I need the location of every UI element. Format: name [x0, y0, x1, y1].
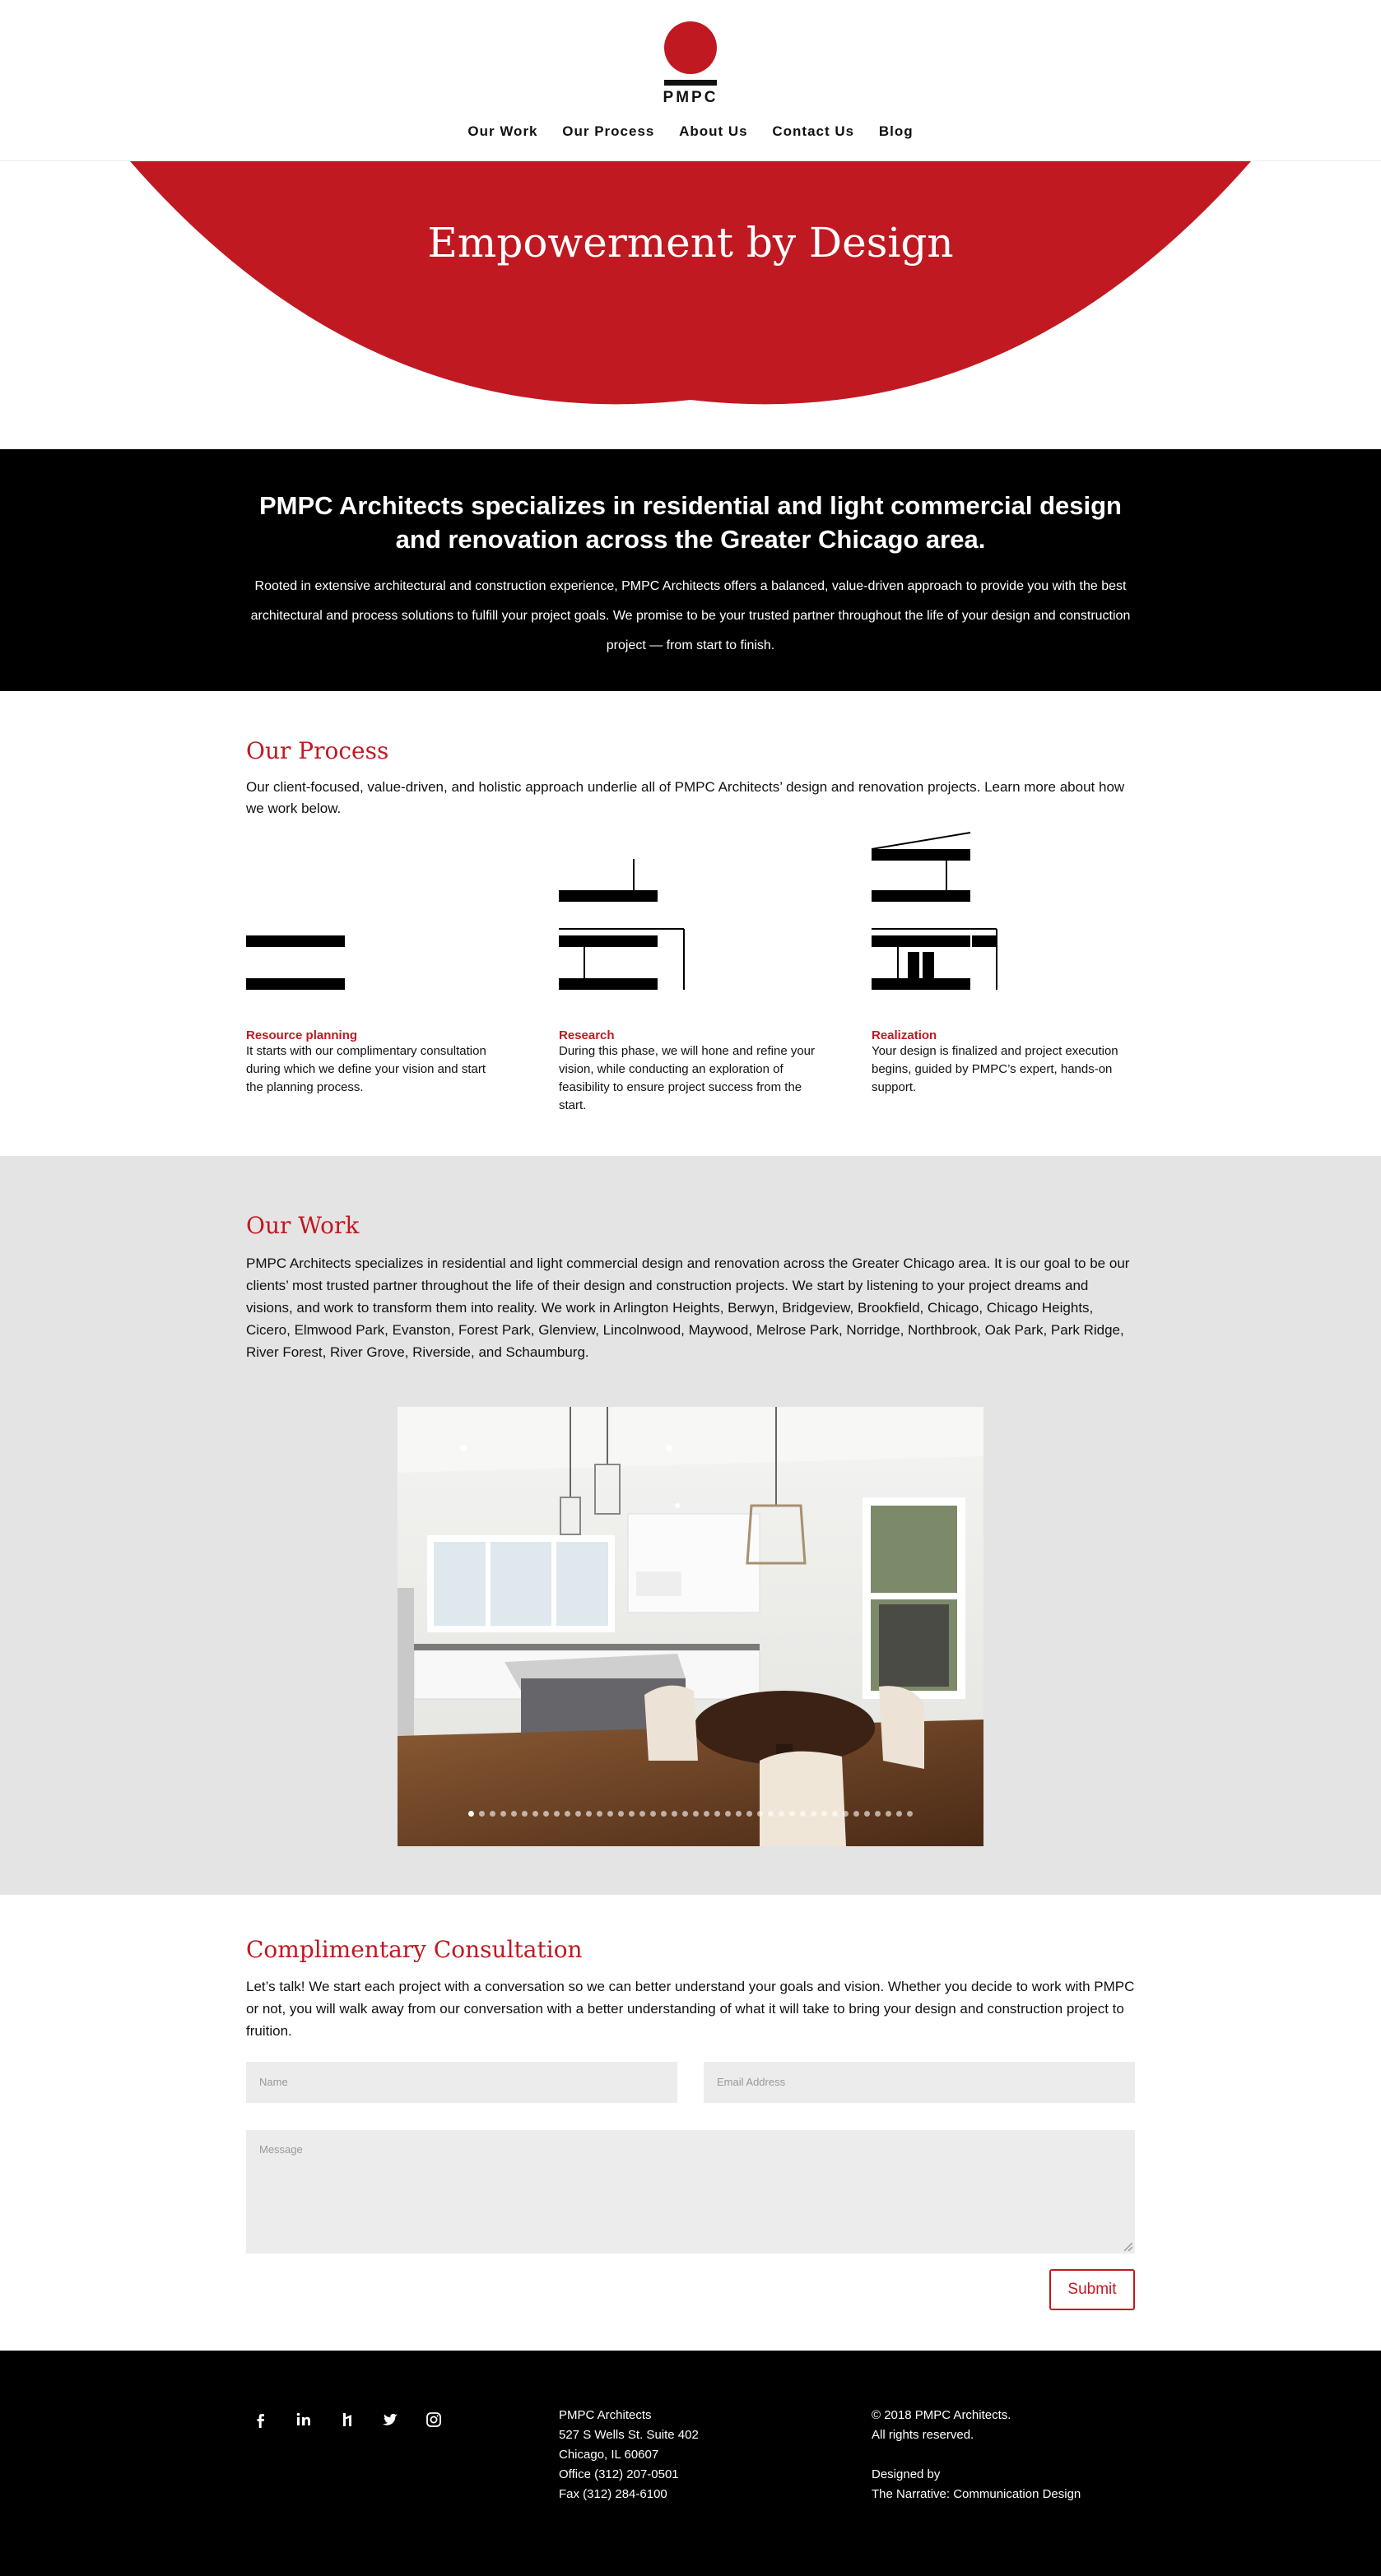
slider-dot[interactable] [597, 1811, 602, 1817]
message-placeholder: Message [259, 2143, 303, 2156]
twitter-icon[interactable] [381, 2411, 399, 2429]
footer-copyright: © 2018 PMPC Architects. [872, 2408, 1011, 2422]
process-step-title: Resource planning [246, 1028, 358, 1042]
slider-dot[interactable] [886, 1811, 891, 1817]
footer-address [559, 2406, 699, 2504]
slider-dot[interactable] [468, 1811, 474, 1817]
slider-dot[interactable] [800, 1811, 806, 1817]
work-title: Our Work [246, 1212, 360, 1239]
main-nav [0, 123, 1381, 140]
footer-street: 527 S Wells St. Suite 402 [559, 2428, 699, 2442]
nav-contact-us[interactable]: Contact Us [772, 123, 855, 139]
slider-dot[interactable] [511, 1811, 517, 1817]
slider-dot[interactable] [853, 1811, 859, 1817]
slider-dot[interactable] [704, 1811, 709, 1817]
footer-office-phone[interactable]: Office (312) 207-0501 [559, 2467, 679, 2481]
hero [0, 161, 1381, 449]
process-step-resource-planning [246, 1028, 505, 1097]
slider-dot[interactable] [586, 1811, 592, 1817]
consultation-section [0, 1895, 1381, 2351]
footer-company-name: PMPC Architects [559, 2408, 652, 2422]
slider-dot[interactable] [500, 1811, 506, 1817]
process-step-title: Research [559, 1028, 615, 1042]
footer-rights: All rights reserved. [872, 2428, 974, 2442]
hero-arc [0, 161, 1381, 408]
slider-dot[interactable] [875, 1811, 881, 1817]
intro-body: Rooted in extensive architectural and construction experience, PMPC Architects offers a balanced, value-driven approach to provide you with the best architectural and process solutions to fulfill your project goals. We promise to be your trusted partner throughout the life of your design and construction project — from start to finish. [250, 579, 1131, 652]
nav-about-us[interactable]: About Us [679, 123, 748, 139]
slider-dots [398, 1811, 983, 1817]
slider-dot[interactable] [789, 1811, 795, 1817]
slider-dot[interactable] [650, 1811, 656, 1817]
slider-dot[interactable] [746, 1811, 752, 1817]
process-step-realization [872, 1028, 1131, 1097]
work-text: PMPC Architects specializes in residential and light commercial design and renovation across the Greater Chicago area. It is our goal to be our clients’ most trusted partner throughout the life of their design and construction projects. We start by listening to your project dreams and visions, and work to transform them into reality. We work in Arlington Heights, Berwyn, Bridgeview, Brookfield, Chicago, Chicago Heights, Cicero, Elmwood Park, Evanston, Forest Park, Glenview, Lincolnwood, Maywood, Melrose Park, Norridge, Northbrook, Oak Park, Park Ridge, River Forest, River Grove, Riverside, and Schaumburg. [246, 1256, 1130, 1360]
footer-fax: Fax (312) 284-6100 [559, 2487, 667, 2501]
process-title: Our Process [246, 737, 389, 764]
slider-dot[interactable] [554, 1811, 560, 1817]
process-step-text: Your design is finalized and project execution begins, guided by PMPC’s expert, hands-on support. [872, 1044, 1118, 1094]
slider-dot[interactable] [907, 1811, 913, 1817]
slider-dot[interactable] [779, 1811, 784, 1817]
slider-dot[interactable] [768, 1811, 774, 1817]
slider-dot[interactable] [672, 1811, 677, 1817]
process-step-text: It starts with our complimentary consultation during which we define your vision and start the planning process. [246, 1044, 486, 1094]
footer-city: Chicago, IL 60607 [559, 2448, 659, 2462]
slider-dot[interactable] [490, 1811, 495, 1817]
site-footer [0, 2351, 1381, 2576]
work-section [0, 1156, 1381, 1895]
slider-dot[interactable] [864, 1811, 870, 1817]
slider-dot[interactable] [639, 1811, 645, 1817]
intro-heading: PMPC Architects specializes in residential and light commercial design and renovation across the Greater Chicago area. [258, 491, 1122, 554]
slider-dot[interactable] [575, 1811, 581, 1817]
foundation-lines-icon [246, 831, 411, 1012]
logo-bar [664, 80, 717, 86]
house-build-icon [872, 831, 1036, 1012]
slider-dot[interactable] [682, 1811, 688, 1817]
process-section [0, 691, 1381, 1156]
social-links [252, 2411, 464, 2429]
slider-dot[interactable] [479, 1811, 485, 1817]
logo-text: PMPC [663, 89, 718, 106]
slider-dot[interactable] [629, 1811, 635, 1817]
kitchen-photo [398, 1407, 983, 1846]
footer-designed-by: Designed by [872, 2467, 941, 2481]
houzz-icon[interactable] [338, 2411, 356, 2429]
consultation-title: Complimentary Consultation [246, 1936, 583, 1963]
process-step-research [559, 1028, 818, 1115]
footer-legal [872, 2406, 1081, 2504]
slider-dot[interactable] [896, 1811, 902, 1817]
footer-designer-link[interactable]: The Narrative: Communication Design [872, 2487, 1081, 2501]
facebook-icon[interactable] [252, 2411, 270, 2429]
slider-dot[interactable] [522, 1811, 528, 1817]
site-header [0, 0, 1381, 161]
slider-dot[interactable] [832, 1811, 838, 1817]
slider-dot[interactable] [693, 1811, 699, 1817]
slider-dot[interactable] [532, 1811, 538, 1817]
slider-dot[interactable] [821, 1811, 827, 1817]
instagram-icon[interactable] [425, 2411, 443, 2429]
process-intro: Our client-focused, value-driven, and holistic approach underlie all of PMPC Architects’ design and renovation projects. Learn more about how we work below. [246, 779, 1125, 816]
message-input[interactable] [246, 2130, 1135, 2253]
slider-dot[interactable] [811, 1811, 816, 1817]
logo-circle-icon [664, 21, 717, 74]
email-input[interactable]: Email Address [704, 2062, 1135, 2103]
slider-dot[interactable] [725, 1811, 731, 1817]
process-step-text: During this phase, we will hone and refine your vision, while conducting an exploration of feasibility to ensure project success from the start. [559, 1044, 816, 1112]
submit-button[interactable]: Submit [1049, 2269, 1135, 2310]
slider-dot[interactable] [661, 1811, 667, 1817]
nav-our-work[interactable]: Our Work [467, 123, 538, 139]
nav-blog[interactable]: Blog [878, 123, 914, 139]
intro-band [0, 449, 1381, 691]
consultation-text: Let’s talk! We start each project with a conversation so we can better understand your goals and vision. Whether you decide to work with PMPC or not, you will walk away from our conversation with a better understanding of what it will take to bring your design and construction project to fruition. [246, 1979, 1135, 2039]
slider-dot[interactable] [565, 1811, 570, 1817]
hero-title: Empowerment by Design [427, 219, 954, 267]
name-input[interactable]: Name [246, 2062, 677, 2103]
logo[interactable] [658, 21, 723, 107]
process-step-title: Realization [872, 1028, 937, 1042]
slider-dot[interactable] [843, 1811, 849, 1817]
structure-frame-icon [559, 831, 723, 1012]
slider-dot[interactable] [736, 1811, 742, 1817]
slider-dot[interactable] [543, 1811, 549, 1817]
nav-our-process[interactable]: Our Process [562, 123, 655, 139]
slider-dot[interactable] [618, 1811, 624, 1817]
slider-dot[interactable] [757, 1811, 763, 1817]
resize-handle-icon[interactable] [1124, 2243, 1132, 2251]
project-slider[interactable] [398, 1407, 983, 1846]
slider-dot[interactable] [714, 1811, 720, 1817]
linkedin-icon[interactable] [295, 2411, 313, 2429]
slider-dot[interactable] [607, 1811, 613, 1817]
